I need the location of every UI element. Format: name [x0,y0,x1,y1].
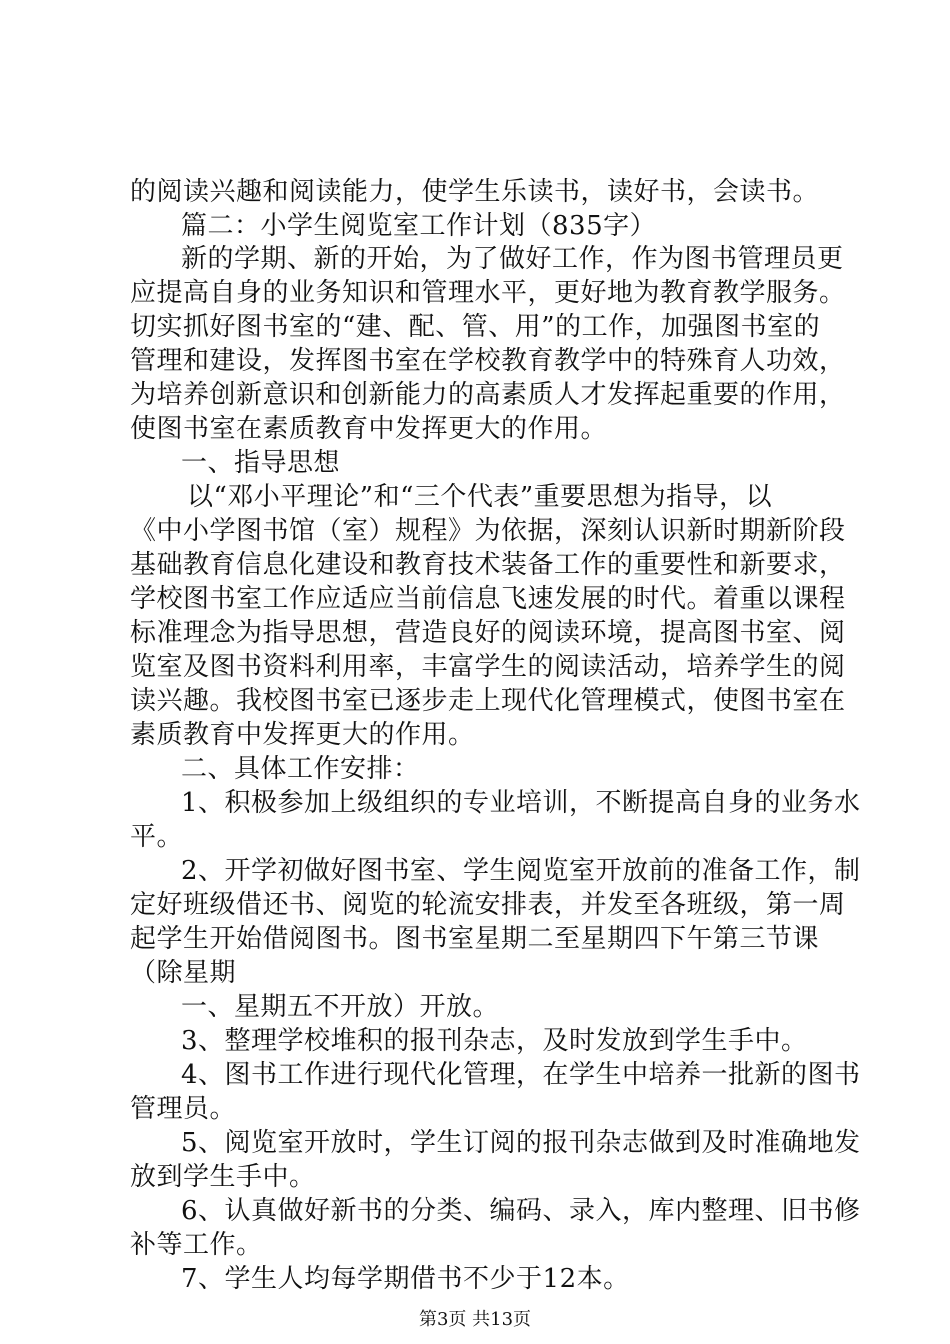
list-item: 6、认真做好新书的分类、编码、录入，库内整理、旧书修 [181,1196,861,1226]
text-line: 标准理念为指导思想，营造良好的阅读环境，提高图书室、阅 [130,618,846,648]
text-line: 管理员。 [130,1094,237,1124]
text-line: 管理和建设，发挥图书室在学校教育教学中的特殊育人功效， [130,346,846,376]
section-heading: 篇二：小学生阅览室工作计划（835字） [181,211,657,241]
list-item: 4、图书工作进行现代化管理，在学生中培养一批新的图书 [181,1060,861,1090]
text-line: 切实抓好图书室的“建、配、管、用”的工作，加强图书室的 [130,312,821,342]
text-line: 以“邓小平理论”和“三个代表”重要思想为指导，以 [187,482,773,512]
text-line: 放到学生手中。 [130,1162,316,1192]
text-line: 新的学期、新的开始，为了做好工作，作为图书管理员更 [181,244,844,274]
text-line: 为培养创新意识和创新能力的高素质人才发挥起重要的作用， [130,380,846,410]
text-line: 应提高自身的业务知识和管理水平，更好地为教育教学服务。 [130,278,846,308]
text-line: 平。 [130,822,184,852]
list-item: 1、积极参加上级组织的专业培训，不断提高自身的业务水 [181,788,861,818]
text-line: 起学生开始借阅图书。图书室星期二至星期四下午第三节课 [130,924,820,954]
page-number: 第3页 共13页 [418,1309,532,1330]
text-line: 素质教育中发挥更大的作用。 [130,720,475,750]
list-item: 3、整理学校堆积的报刊杂志，及时发放到学生手中。 [181,1026,808,1056]
text-line: 补等工作。 [130,1230,263,1260]
text-line: 览室及图书资料利用率，丰富学生的阅读活动，培养学生的阅 [130,652,846,682]
list-item: 5、阅览室开放时，学生订阅的报刊杂志做到及时准确地发 [181,1128,861,1158]
text-line: 《中小学图书馆（室）规程》为依据，深刻认识新时期新阶段 [130,516,846,546]
text-line: 定好班级借还书、阅览的轮流安排表，并发至各班级，第一周 [130,890,846,920]
list-item: 7、学生人均每学期借书不少于12本。 [181,1264,630,1294]
text-line: 使图书室在素质教育中发挥更大的作用。 [130,414,608,444]
text-line: 一、星期五不开放）开放。 [181,992,500,1022]
text-line: （除星期 [130,958,237,988]
section-heading: 一、指导思想 [181,448,341,478]
text-line: 基础教育信息化建设和教育技术装备工作的重要性和新要求， [130,550,846,580]
text-line: 学校图书室工作应适应当前信息飞速发展的时代。着重以课程 [130,584,846,614]
text-line: 读兴趣。我校图书室已逐步走上现代化管理模式，使图书室在 [130,686,846,716]
section-heading: 二、具体工作安排： [181,754,420,784]
list-item: 2、开学初做好图书室、学生阅览室开放前的准备工作，制 [181,856,861,886]
text-line: 的阅读兴趣和阅读能力，使学生乐读书，读好书，会读书。 [130,177,820,207]
